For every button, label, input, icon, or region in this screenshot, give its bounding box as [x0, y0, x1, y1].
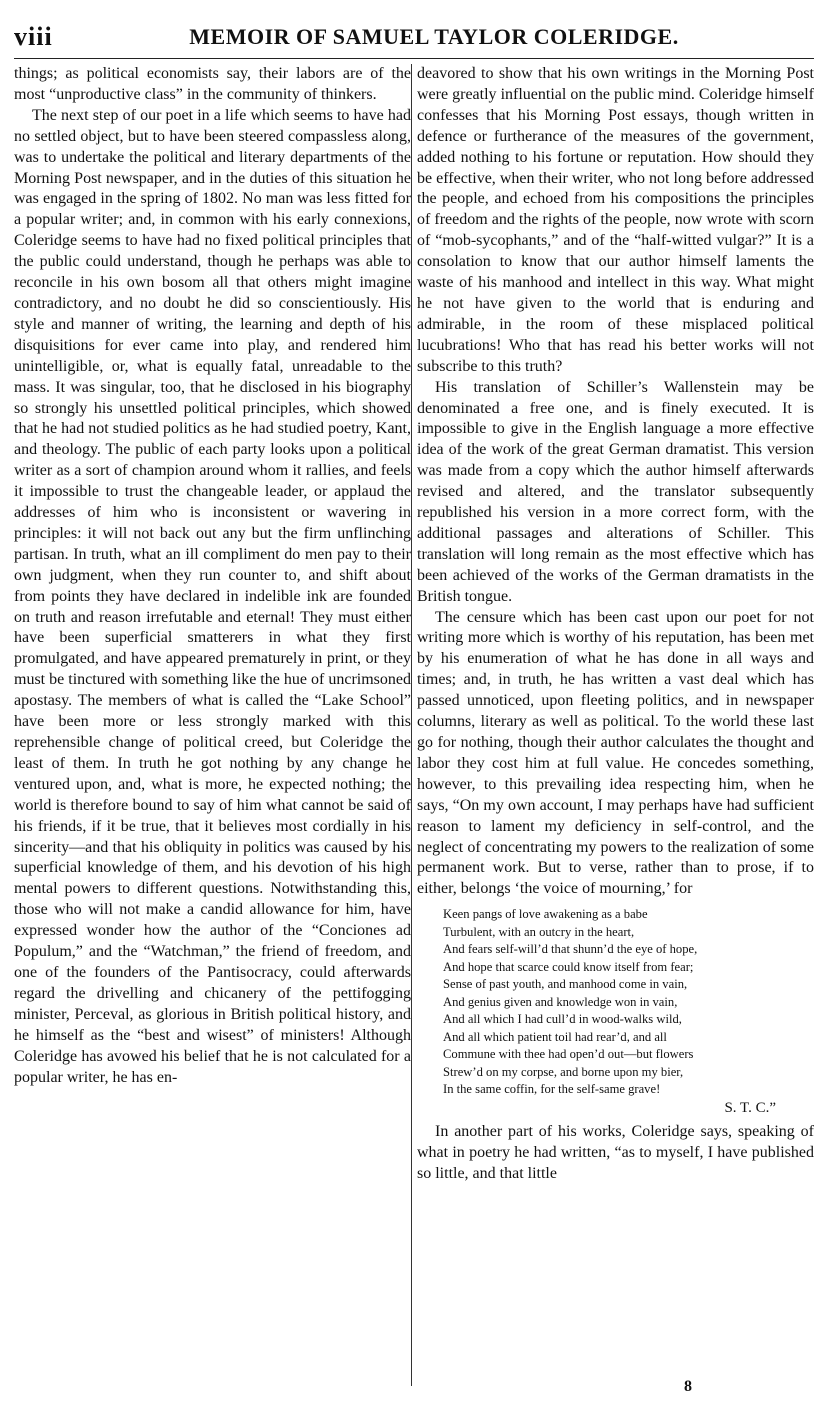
poem-line: Commune with thee had open’d out—but flowers [443, 1047, 694, 1062]
poem-line: And genius given and knowledge won in vain, [443, 994, 678, 1009]
poem-line: Sense of past youth, and manhood come in vain, [443, 977, 688, 992]
paragraph: In another part of his works, Coleridge says, speaking of what in poetry he had written, “as to myself, I have published so little, and that little [417, 1122, 814, 1182]
page-number: viii [14, 22, 53, 51]
poem-line: And hope that scarce could know itself from fear; [443, 959, 694, 974]
poem-line: In the same coffin, for the self-same grave! [443, 1082, 661, 1097]
poem-line: Turbulent, with an outcry in the heart, [443, 924, 635, 939]
page-header [14, 12, 814, 54]
signature-mark: 8 [684, 1378, 692, 1395]
paragraph: deavored to show that his own writings in the Morning Post were greatly influential on the public mind. Coleridge himself confesses that his Morning Post essays, though written in defence or furtherance of the measures of the government, added nothing to his fortune or reputation. How should they be effective, when their writer, who not long before addressed the people, and echoed from his compositions the principles of freedom and the rights of the people, now wrote with scorn of “mob-sycophants,” and of the “half-witted vulgar?” It is a consolation to know that our author himself laments the waste of his manhood and intellect in this way. What might he not have given to the world that is enduring and admirable, in the room of these misplaced political lucubrations! Who that has read his better works will not subscribe to this truth? [417, 65, 814, 375]
paragraph: His translation of Schiller’s Wallenstein may be denominated a free one, and is finely executed. It is impossible to give in the English language a more effective idea of the work of the great German dramatist. This version was made from a copy which the author himself afterwards revised and altered, and the translator subsequently republished his version in a more correct form, with the additional passages and alterations of Schiller. This translation will long remain as the most effective which has been achieved of the works of the German dramatists in the British tongue. [417, 378, 814, 605]
poem-line: And fears self-will’d that shunn’d the eye of hope, [443, 942, 698, 957]
poem-line: And all which I had cull’d in wood-walks wild, [443, 1012, 682, 1027]
paragraph: The next step of our poet in a life which seems to have had no settled object, but to have been steered compassless along, was to undertake the political and literary departments of the Morning Post newspaper, and in the duties of this situation he was engaged in the spring of 1802. No man was less fitted for a popular writer; and, in common with his early connexions, Coleridge seems to have had no fixed political principles that the public could understand, though he perhaps was able to reconcile in his own bosom all that others might imagine contradictory, and no doubt he did so conscientiously. His style and manner of writing, the learning and depth of his disquisitions for ever came into play, and rendered him unintelligible, or, what is equally fatal, unreadable to the mass. It was singular, too, that he disclosed in his biography so strongly his unsettled political principles, which showed that he had not studied politics as he had studied poetry, Kant, and theology. The public of each party looks upon a political writer as a sort of champion around whom it rallies, and feels it impossible to trust the changeable leader, or applaud the addresses of him who is inconsistent or wavering in principles: it will not back out any but the firm unflinching partisan. In truth, what an ill compliment do men pay to their own judgment, when they run counter to, and shift about from points they have declared in indelible ink are founded on truth and reason irrefutable and eternal! They must either have been superficial smatterers in what they first promulgated, and have appeared prematurely in print, or they must be tinctured with something like the hue of uncrimsoned apostasy. The members of what is called the “Lake School” have been more or less strongly marked with this reprehensible change of political creed, but Coleridge the least of them. In truth he got nothing by any change he ventured upon, and, what is more, he expected nothing; the world is therefore bound to say of him what cannot be said of his friends, if it be true, that it believes most cordially in his sincerity—and that his obliquity in politics was caused by his superficial knowledge of them, and his devotion of his high mental powers to different questions. Notwithstanding this, those who will not make a candid allowance for him, have expressed wonder how the author of the “Conciones ad Populum,” and the “Watchman,” the friend of freedom, and one of the founders of the Pantisocracy, could afterwards regard the drivelling and chicanery of the pettifogging minister, Perceval, as glorious in British political history, and he himself as the “best and wisest” of ministers! Although Coleridge has avowed his belief that he is not calculated for a popular writer, he has en- [14, 106, 411, 1086]
right-column [417, 64, 814, 1184]
left-column [14, 64, 411, 1088]
header-rule [14, 58, 814, 59]
poem-line: Keen pangs of love awakening as a babe [443, 907, 648, 922]
poem-line: Strew’d on my corpse, and borne upon my bier, [443, 1064, 684, 1079]
paragraph: The censure which has been cast upon our poet for not writing more which is worthy of his reputation, has been met by his enumeration of what he has done in all ways and times; and, in truth, he has written a vast deal which has passed unnoticed, upon fleeting politics, and in newspaper columns, literary as well as political. To the world these last go for nothing, though their author calculates the thought and labor they cost him at full value. He concedes something, however, to this prevailing idea respecting him, when he says, “On my own account, I may perhaps have had sufficient reason to lament my deficiency in self-control, and the neglect of concentrating my powers to the realization of some permanent work. But to verse, rather than to prose, if to either, belongs ‘the voice of mourning,’ for [417, 608, 814, 898]
column-divider [411, 64, 412, 1386]
running-title: MEMOIR OF SAMUEL TAYLOR COLERIDGE. [189, 24, 679, 49]
poem-quotation [443, 906, 814, 1099]
poem-signature: S. T. C.” [724, 1099, 776, 1116]
paragraph: things; as political economists say, their labors are of the most “unproductive class” in the community of thinkers. [14, 65, 411, 103]
poem-line: And all which patient toil had rear’d, and all [443, 1029, 667, 1044]
